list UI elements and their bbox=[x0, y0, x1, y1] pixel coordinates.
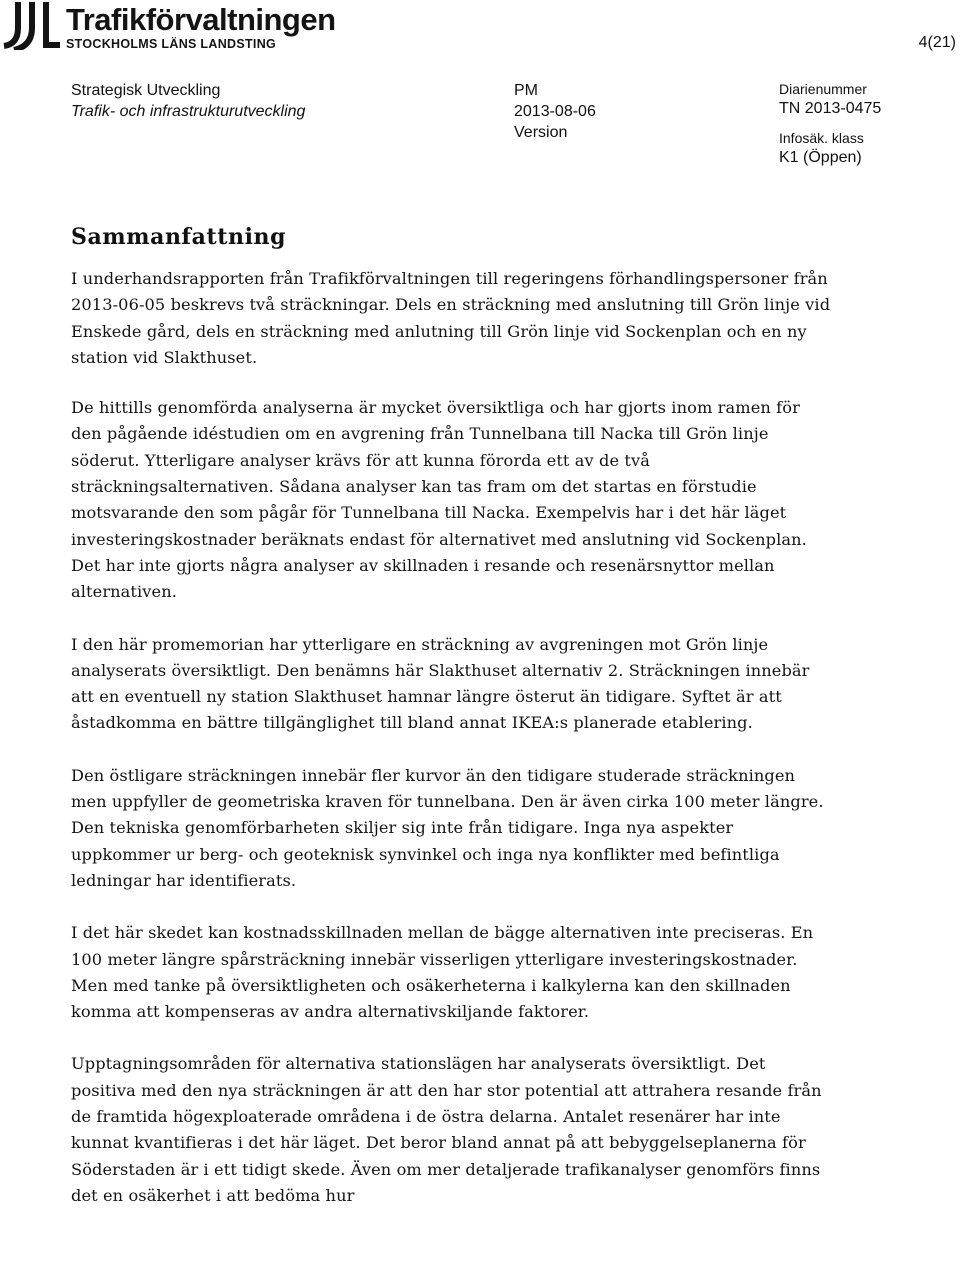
doc-date: 2013-08-06 bbox=[514, 103, 596, 120]
paragraph: Den östligare sträckningen innebär fler kurvor än den tidigare studerade sträckningen men uppfyller de geometriska kraven för tunnelbana. Den är även cirka 100 meter längre. Den tekniska genomförbarheten skiljer sig inte från tidigare. Inga nya aspekter uppkommer ur berg- och geoteknisk synvinkel och inga nya konflikter med befintliga ledningar har identifierats. bbox=[71, 765, 824, 890]
logo-title: Trafikförvaltningen bbox=[66, 2, 336, 37]
diarienummer: TN 2013-0475 bbox=[779, 100, 882, 117]
doc-type: PM bbox=[514, 82, 538, 99]
diarienummer-label: Diarienummer bbox=[779, 81, 867, 97]
department-block bbox=[71, 80, 305, 122]
registry-block bbox=[779, 80, 881, 168]
logo-subtitle: STOCKHOLMS LÄNS LANDSTING bbox=[66, 37, 277, 51]
department: Strategisk Utveckling bbox=[71, 82, 221, 99]
page-number: 4(21) bbox=[918, 34, 956, 51]
infosak-value: K1 (Öppen) bbox=[779, 149, 862, 166]
paragraph: Upptagningsområden för alternativa stationslägen har analyserats översiktligt. Det positiva med den nya sträckningen är att den har stor potential att attrahera resande från de framtida högexploaterade områdena i de östra delarna. Antalet resenärer har inte kunnat kvantifieras i det här läget. Det beror bland annat på att bebyggelseplanerna för Söderstaden är i ett tidigt skede. Även om mer detaljerade trafikanalyser genomförs finns det en osäkerhet i att bedöma hur bbox=[71, 1054, 822, 1205]
infosak-label: Infosäk. klass bbox=[779, 130, 864, 146]
paragraph: I underhandsrapporten från Trafikförvaltningen till regeringens förhandlingspersoner från 2013-06-05 beskrevs två sträckningar. Dels en sträckning med anslutning till Grön linje vid Enskede gård, dels en sträckning med anlutning till Grön linje vid Sockenplan och en ny station vid Slakthuset. bbox=[71, 269, 831, 367]
paragraph: De hittills genomförda analyserna är mycket översiktliga och har gjorts inom ramen för den pågående idéstudien om en avgrening från Tunnelbana till Nacka till Grön linje söderut. Ytterligare analyser krävs för att kunna förorda ett av de två sträckningsalternativen. Sådana analyser kan tas fram om det startas en förstudie motsvarande den som pågår för Tunnelbana till Nacka. Exempelvis har i det här läget investeringskostnader beräknats endast för alternativet med anslutning vid Sockenplan. Det har inte gjorts några analyser av skillnaden i resande och resenärsnyttor mellan alternativen. bbox=[71, 398, 807, 602]
section-heading: Sammanfattning bbox=[71, 224, 287, 250]
paragraph: I den här promemorian har ytterligare en sträckning av avgreningen mot Grön linje analyserats översiktligt. Den benämns här Slakthuset alternativ 2. Sträckningen innebär att en eventuell ny station Slakthuset hamnar längre österut än tidigare. Syftet är att åstadkomma en bättre tillgänglighet till bland annat IKEA:s planerade etablering. bbox=[71, 634, 810, 733]
organization-logo bbox=[2, 2, 336, 52]
unit: Trafik- och infrastrukturutveckling bbox=[71, 103, 306, 120]
document-info-block bbox=[514, 80, 596, 143]
logo-mark-icon bbox=[2, 2, 60, 50]
version-label: Version bbox=[514, 124, 568, 141]
document-body bbox=[71, 222, 831, 1235]
paragraph: I det här skedet kan kostnadsskillnaden mellan de bägge alternativen inte preciseras. En 100 meter längre spårsträckning innebär visserligen ytterligare investeringskostnader. Men med tanke på översiktligheten och osäkerheterna i kalkylerna kan den skillnaden komma att kompenseras av andra alternativskiljande faktorer. bbox=[71, 923, 814, 1022]
